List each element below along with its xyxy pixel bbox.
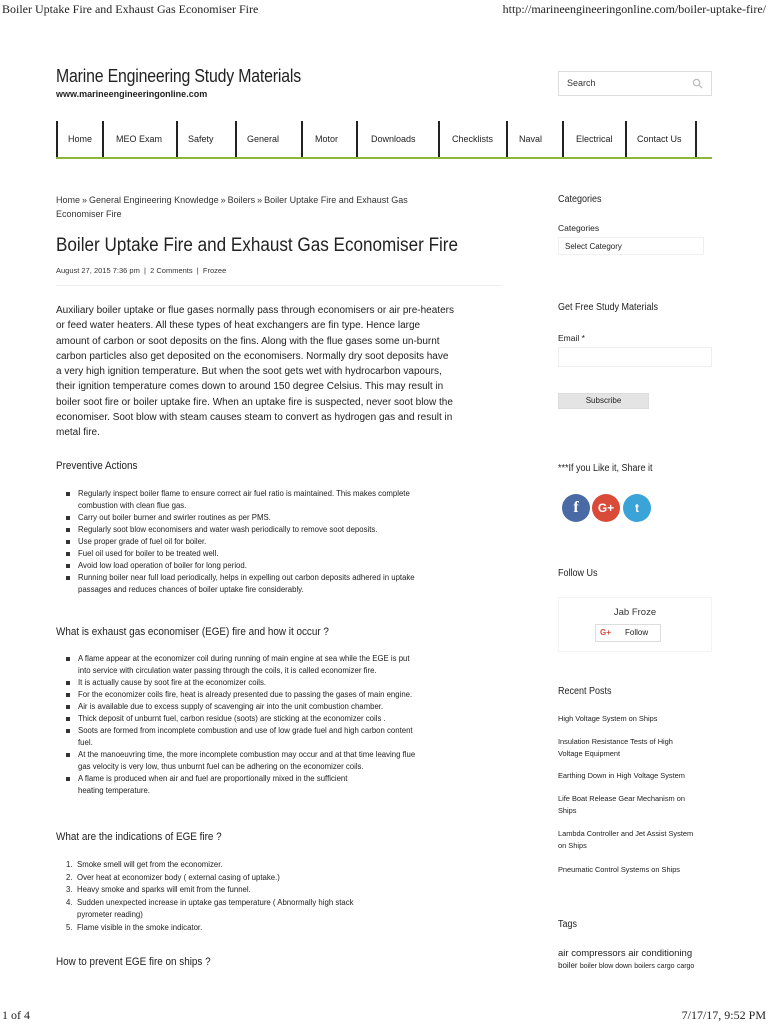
- breadcrumb-separator: »: [82, 195, 88, 205]
- ege-indications-list: [66, 859, 506, 934]
- recent-posts-heading: Recent Posts: [558, 686, 612, 697]
- breadcrumb-current: Boiler Uptake Fire and Exhaust Gas: [264, 195, 408, 205]
- list-item: Air is available due to excess supply of scavenging air into the unit combustion chamber.: [66, 701, 506, 713]
- list-item: 2. Over heat at economizer body ( external casing of uptake.): [66, 872, 280, 882]
- breadcrumb-separator: »: [220, 195, 226, 205]
- meta-separator: |: [143, 266, 146, 275]
- print-datetime: 7/17/17, 9:52 PM: [681, 1008, 766, 1022]
- breadcrumb-current-continued: Economiser Fire: [56, 209, 122, 219]
- search-input[interactable]: [558, 71, 712, 96]
- nav-divider: [695, 121, 697, 157]
- section-heading-preventive-actions: Preventive Actions: [56, 460, 138, 472]
- study-materials-heading: Get Free Study Materials: [558, 302, 659, 313]
- email-field[interactable]: [558, 347, 712, 367]
- follow-name[interactable]: Jab Froze: [613, 607, 657, 618]
- divider: [56, 285, 502, 286]
- tag-cloud: [558, 948, 718, 970]
- post-meta: [56, 266, 226, 275]
- breadcrumb-home[interactable]: Home: [56, 195, 81, 205]
- nav-item-meo-exam[interactable]: MEO Exam: [102, 121, 176, 157]
- section-heading-prevent-ege-fire: How to prevent EGE fire on ships ?: [56, 956, 211, 968]
- google-plus-icon: G+: [600, 628, 611, 637]
- breadcrumb-general-engineering[interactable]: General Engineering Knowledge: [89, 195, 219, 205]
- list-item: Soots are formed from incomplete combustion and use of low grade fuel and high carbon content fuel.: [66, 725, 506, 749]
- follow-card: [558, 597, 712, 652]
- list-item: Thick deposit of unburnt fuel, carbon residue (soots) are sticking at the economizer coils .: [66, 713, 506, 725]
- list-item: A flame appear at the economizer coil during running of main engine at sea while the EGE is put into service with circulation water passing through the coils, it is called economizer fire.: [66, 653, 506, 677]
- post-date: August 27, 2015 7:36 pm: [56, 266, 140, 275]
- nav-item-checklists[interactable]: Checklists: [438, 121, 506, 157]
- recent-post-link[interactable]: Lambda Controller and Jet Assist System on Ships: [558, 829, 694, 850]
- follow-heading: Follow Us: [558, 568, 598, 579]
- list-item: Carry out boiler burner and swirler routines as per PMS.: [66, 512, 506, 524]
- meta-separator: |: [196, 266, 199, 275]
- list-item: Running boiler near full load periodically, helps in expelling out carbon deposits adhered in uptake passages and reduces chances of boiler uptake fire considerably.: [66, 572, 506, 596]
- category-select[interactable]: Select Category: [558, 237, 704, 255]
- nav-item-naval[interactable]: Naval: [506, 121, 562, 157]
- tags-heading: Tags: [558, 919, 578, 930]
- recent-post-link[interactable]: Pneumatic Control Systems on Ships: [558, 865, 680, 874]
- search-placeholder: Search: [567, 78, 596, 88]
- nav-item-safety[interactable]: Safety: [176, 121, 235, 157]
- tag-link[interactable]: boiler: [558, 961, 578, 970]
- list-item: At the manoeuvring time, the more incomplete combustion may occur and at that time leaving flue gas velocity is very low, thus unburnt fuel can be adhering on the economizer coils.: [66, 749, 506, 773]
- follow-button[interactable]: [595, 624, 661, 642]
- recent-post-link[interactable]: Life Boat Release Gear Mechanism on Ships: [558, 794, 685, 815]
- tag-link[interactable]: air compressors: [558, 948, 626, 959]
- nav-item-downloads[interactable]: Downloads: [356, 121, 438, 157]
- list-item: 5. Flame visible in the smoke indicator.: [66, 922, 203, 932]
- share-heading: ***If you Like it, Share it: [558, 463, 653, 474]
- post-author-link[interactable]: Frozee: [202, 266, 227, 275]
- email-label: Email *: [558, 333, 585, 343]
- list-item: 4. Sudden unexpected increase in uptake gas temperature ( Abnormally high stack pyrometer reading): [66, 897, 354, 919]
- intro-paragraph: Auxiliary boiler uptake or flue gases normally pass through economisers or air pre-heaters or feed water heaters. All these types of heat exchangers are fin type. Hence large amount of carbon or soot deposits on the fins. Along with the flue gases some un-burnt carbon particles also get deposited on the economisers. Normally dry soot deposits have a very high ignition temperature. But when the soot gets wet with hydrocarbon vapours, their ignition temperature comes down to around 150 degree Celsius. This may result in boiler soot fire or boiler uptake fire. When an uptake fire is suspected, never soot blow the economiser. Soot blow with steam causes steam to convert as hydrogen gas and result in metal fire.: [56, 305, 454, 439]
- print-page-url: http://marineengineeringonline.com/boiler-uptake-fire/: [502, 2, 766, 16]
- twitter-icon[interactable]: t: [623, 494, 651, 522]
- list-item: For the economizer coils fire, heat is already presented due to passing the gases of main engine.: [66, 689, 506, 701]
- nav-item-electrical[interactable]: Electrical: [562, 121, 625, 157]
- recent-post-link[interactable]: High Voltage System on Ships: [558, 714, 658, 723]
- list-item: 3. Heavy smoke and sparks will emit from the funnel.: [66, 885, 251, 894]
- page-title: Boiler Uptake Fire and Exhaust Gas Economiser Fire: [56, 235, 459, 256]
- site-url[interactable]: www.marineengineeringonline.com: [56, 89, 208, 99]
- subscribe-button[interactable]: Subscribe: [558, 393, 649, 409]
- tag-link[interactable]: boiler blow down: [579, 963, 632, 970]
- section-heading-ege-indications: What are the indications of EGE fire ?: [56, 831, 222, 843]
- categories-label: Categories: [558, 223, 600, 233]
- recent-post-link[interactable]: Earthing Down in High Voltage System: [558, 771, 685, 780]
- recent-post-link[interactable]: Insulation Resistance Tests of High Voltage Equipment: [558, 737, 673, 758]
- nav-item-contact-us[interactable]: Contact Us: [625, 121, 695, 157]
- main-nav: [56, 121, 712, 159]
- breadcrumb-boilers[interactable]: Boilers: [227, 195, 256, 205]
- tag-link[interactable]: cargo: [676, 963, 695, 970]
- print-header: [0, 0, 768, 18]
- nav-item-general[interactable]: General: [235, 121, 301, 157]
- list-item: Use proper grade of fuel oil for boiler.: [66, 536, 506, 548]
- categories-heading: Categories: [558, 194, 602, 205]
- site-title[interactable]: Marine Engineering Study Materials: [56, 66, 301, 86]
- nav-item-motor[interactable]: Motor: [301, 121, 356, 157]
- section-heading-ege-fire: What is exhaust gas economiser (EGE) fire and how it occur ?: [56, 626, 329, 638]
- tag-link[interactable]: air conditioning: [628, 948, 693, 959]
- breadcrumb-separator: »: [257, 195, 263, 205]
- post-comments-link[interactable]: 2 Comments: [150, 266, 193, 275]
- print-page-title: Boiler Uptake Fire and Exhaust Gas Economiser Fire: [2, 2, 259, 16]
- breadcrumb: [56, 193, 456, 221]
- list-item: A flame is produced when air and fuel are proportionally mixed in the sufficient heating temperature.: [66, 773, 506, 797]
- list-item: Regularly inspect boiler flame to ensure correct air fuel ratio is maintained. This makes complete combustion with clean flue gas.: [66, 488, 506, 512]
- print-footer: [0, 1004, 768, 1024]
- list-item: It is actually cause by soot fire at the economizer coils.: [66, 677, 506, 689]
- google-plus-icon[interactable]: G+: [592, 494, 620, 522]
- tag-link[interactable]: cargo: [657, 963, 675, 970]
- follow-button-label: Follow: [625, 628, 649, 637]
- nav-item-home[interactable]: Home: [56, 121, 102, 157]
- print-page-number: 1 of 4: [2, 1008, 30, 1022]
- list-item: Fuel oil used for boiler to be treated well.: [66, 548, 506, 560]
- ege-fire-list: [66, 653, 506, 797]
- facebook-icon[interactable]: f: [562, 494, 590, 522]
- list-item: Regularly soot blow economisers and water wash periodically to remove soot deposits.: [66, 524, 506, 536]
- list-item: Avoid low load operation of boiler for long period.: [66, 560, 506, 572]
- search-icon[interactable]: [692, 78, 703, 89]
- tag-link[interactable]: boilers: [634, 963, 655, 970]
- list-item: 1. Smoke smell will get from the economizer.: [66, 860, 223, 869]
- preventive-actions-list: [66, 488, 506, 596]
